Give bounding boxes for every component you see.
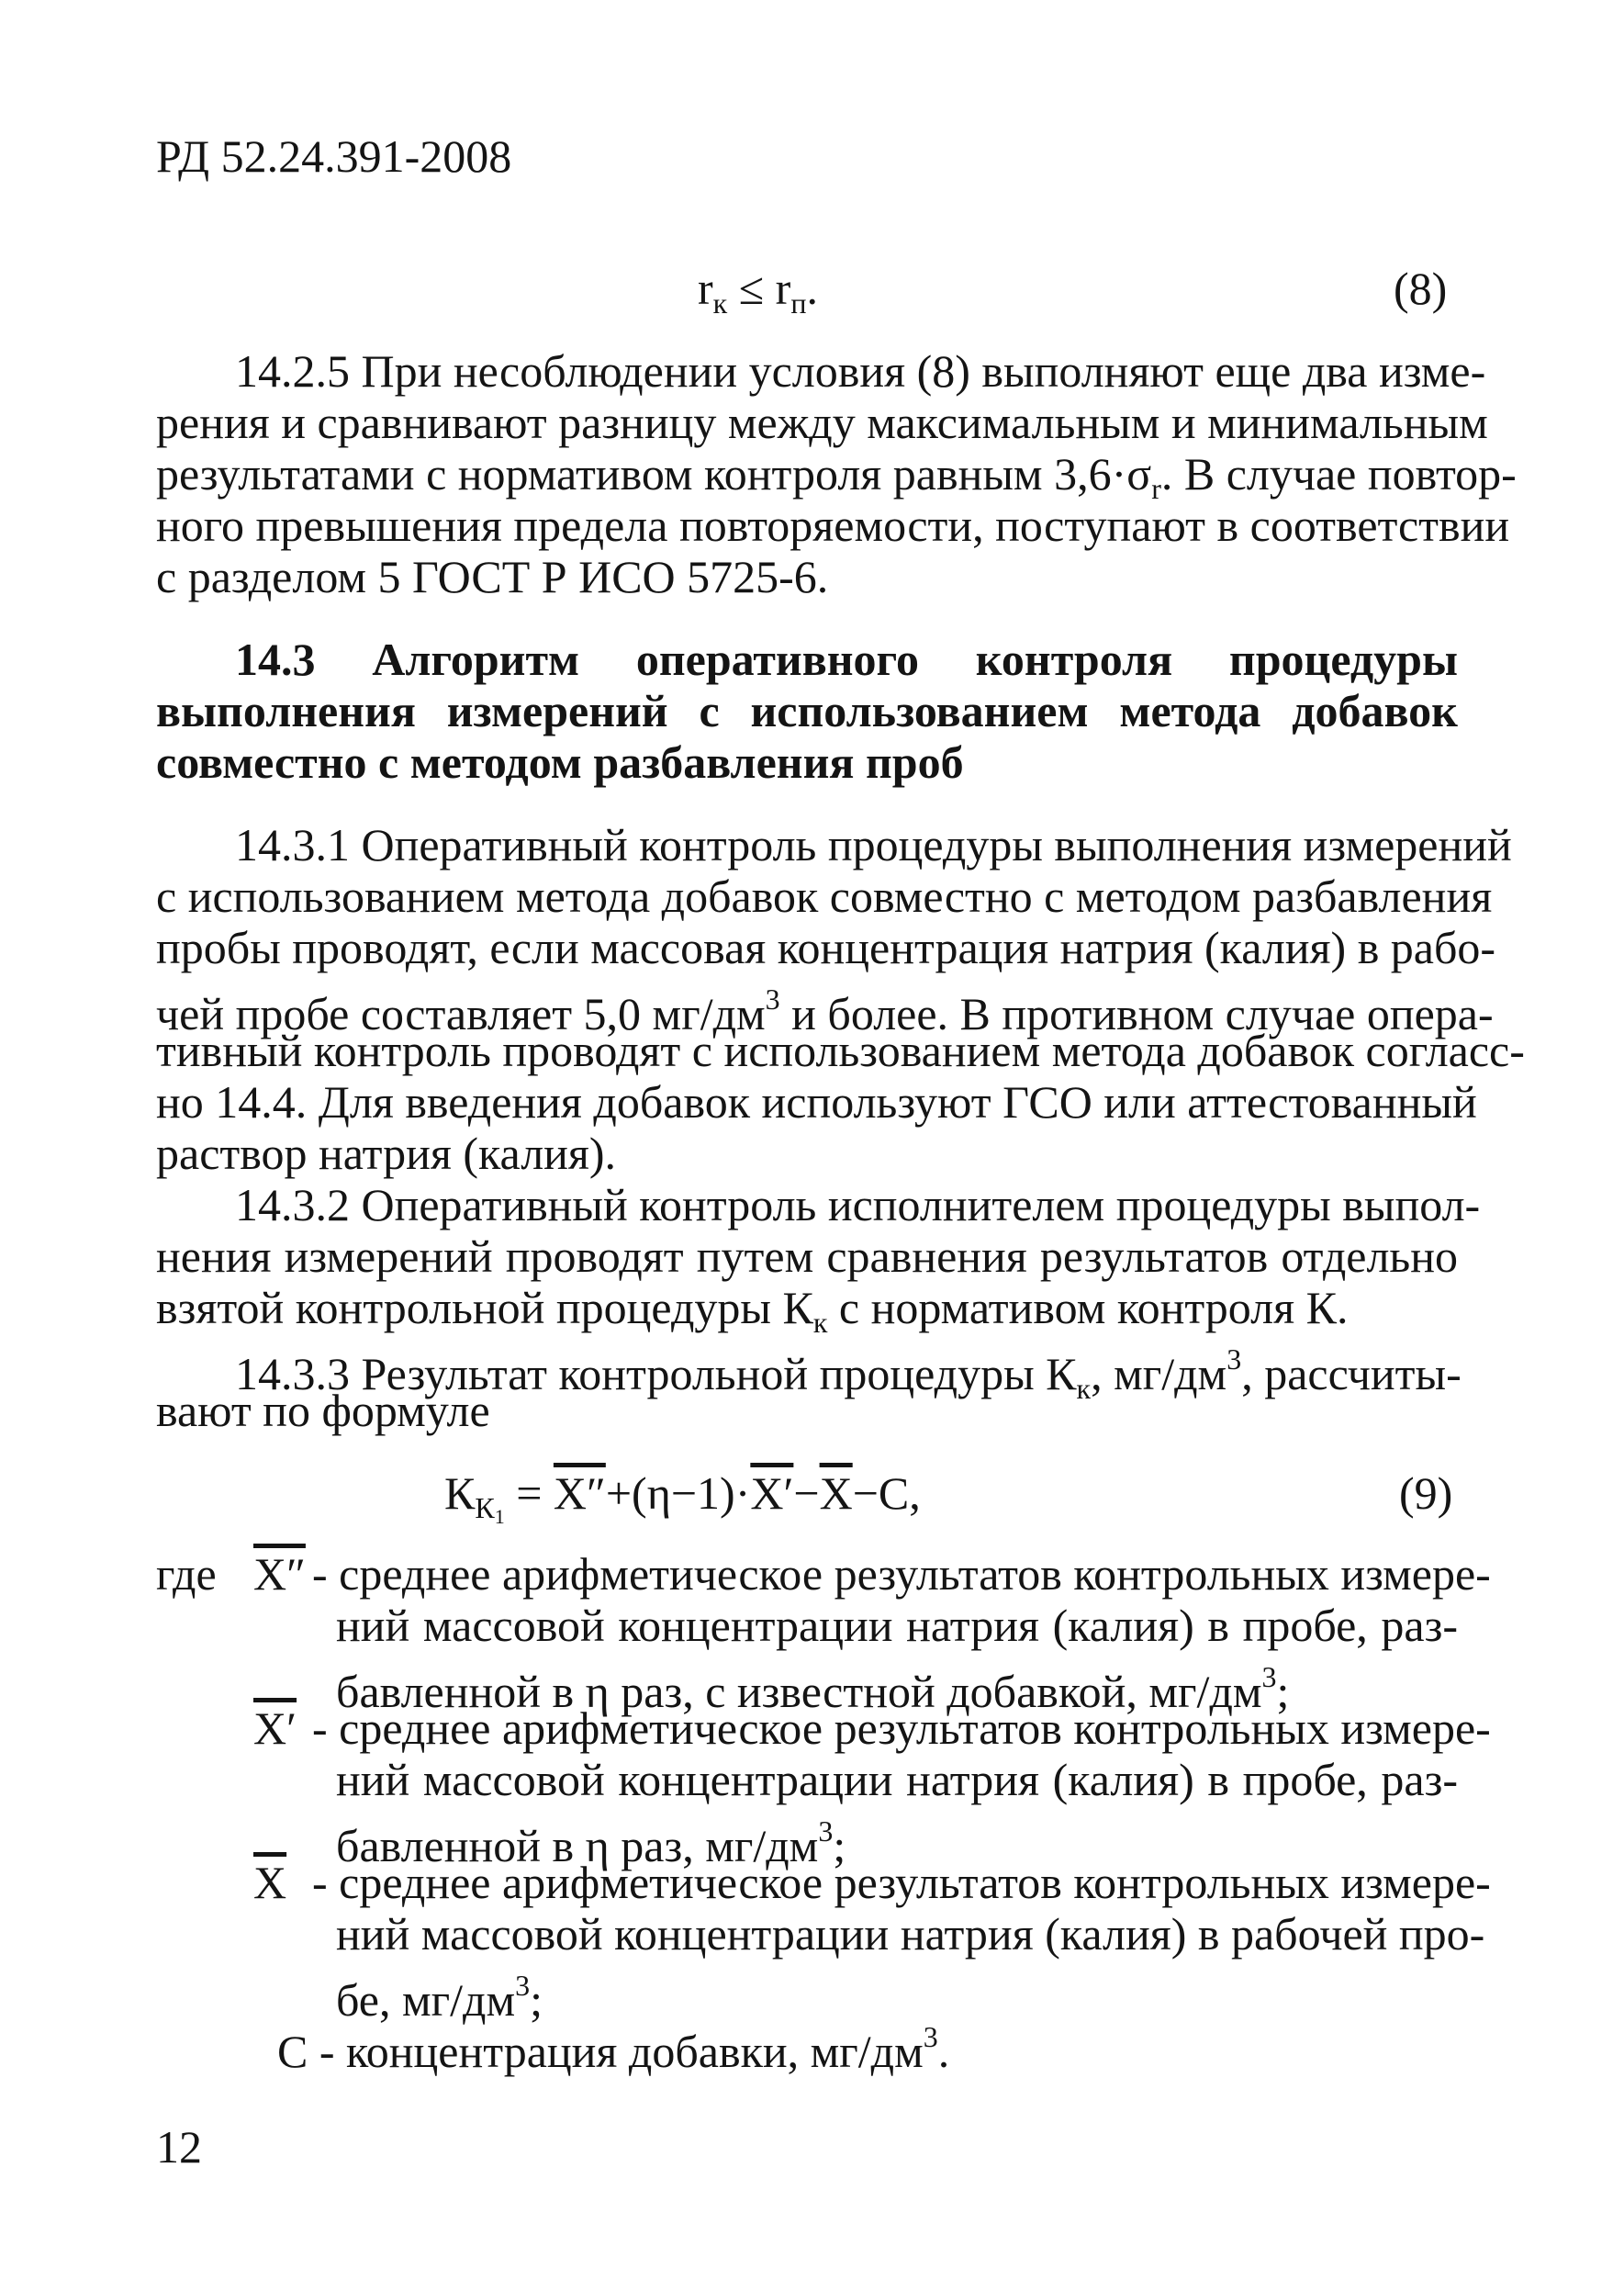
formula-9-k-sub-letter: К [475, 1491, 495, 1524]
p1432-sub: к [812, 1306, 828, 1339]
formula-9-x-double-prime: X″ [553, 1467, 606, 1519]
def-2-line-2: ний массовой концентрации натрия (калия) в пробе, раз- [336, 1754, 1458, 1805]
def-4-text: - концентрация добавки, мг/дм [319, 2026, 924, 2077]
formula-9-k-sub [475, 1491, 505, 1528]
p1432-line-3b: с нормативом контроля К. [827, 1282, 1349, 1333]
doc-code-header: РД 52.24.391-2008 [156, 130, 512, 182]
p1431-line-4b: и более. В противном случае опера- [779, 988, 1494, 1039]
def-2-symbol: X′ [253, 1702, 297, 1754]
p1431-line-6: но 14.4. Для введения добавок используют ГСО или аттестованный [156, 1076, 1477, 1128]
p1433-line-1b: , мг/дм [1091, 1348, 1227, 1399]
formula-9-x-prime: X′ [750, 1467, 794, 1519]
formula-9-minus: − [793, 1467, 820, 1519]
p1425-line-1: 14.2.5 При несоблюдении условия (8) выполняют еще два изме- [235, 345, 1486, 397]
def-3-sup: 3 [515, 1969, 531, 2002]
def-3-line-3-text: бе, мг/дм [336, 1974, 516, 2026]
def-3-line-2: ний массовой концентрации натрия (калия) в рабочей про- [336, 1908, 1485, 1960]
formula-9-k: К [444, 1467, 476, 1519]
def-1-end: ; [1276, 1666, 1290, 1717]
p1433-line-2: вают по формуле [156, 1385, 490, 1436]
def-1-sup: 3 [1261, 1660, 1277, 1693]
formula-8-rhs-sub: п [790, 286, 807, 320]
where-label: где [156, 1548, 217, 1600]
sigma-sub: r [1151, 472, 1161, 505]
def-1-line-2: ний массовой концентрации натрия (калия) в пробе, раз- [336, 1600, 1458, 1651]
p1425-line-3a: результатами с нормативом контроля равным 3,6·σ [156, 448, 1152, 500]
formula-8-rhs: r [775, 263, 791, 314]
p1425-line-2: рения и сравнивают разницу между максимальным и минимальным [156, 397, 1488, 448]
formula-8-lhs-sub: к [712, 286, 728, 320]
p1433-line-1c: , рассчиты- [1241, 1348, 1462, 1399]
formula-8-lhs: r [698, 263, 713, 314]
def-1-line-3-text: бавленной в η раз, с известной добавкой, мг/дм [336, 1666, 1262, 1717]
page-number: 12 [156, 2121, 202, 2173]
section-heading-line-3: совместно с методом разбавления проб [156, 736, 964, 788]
formula-9-rest: −С, [852, 1467, 921, 1519]
p1433-line-1a: 14.3.3 Результат контрольной процедуры К [235, 1348, 1077, 1399]
def-4-sup: 3 [923, 2020, 938, 2053]
formula-8-op: ≤ [727, 263, 776, 314]
def-3-symbol: $\overline{X}$ [253, 1857, 287, 1908]
formula-9 [444, 1467, 921, 1543]
formula-9-k-sub-index: 1 [494, 1505, 505, 1528]
p1431-line-5: тивный контроль проводят с использованием метода добавок согласс- [156, 1025, 1525, 1076]
section-heading-line-2: выполнения измерений с использованием метода добавок [156, 685, 1458, 736]
formula-8-end: . [806, 263, 818, 314]
p1425-line-4: ного превышения предела повторяемости, поступают в соответствии [156, 500, 1510, 551]
p1432-line-3a: взятой контрольной процедуры К [156, 1282, 813, 1333]
p1431-sup: 3 [765, 983, 780, 1016]
def-2-sup: 3 [818, 1814, 834, 1848]
def-4-line [277, 2011, 949, 2077]
def-4-end: . [937, 2026, 950, 2077]
p1425-line-3b: . В случае повтор- [1160, 448, 1517, 500]
section-heading-line-1: 14.3 Алгоритм оперативного контроля процедуры [235, 634, 1458, 685]
p1432-line-2: нения измерений проводят путем сравнения результатов отдельно [156, 1230, 1458, 1282]
def-3-line-1: - среднее арифметическое результатов контрольных измере- [312, 1857, 1491, 1908]
def-2-line-1: - среднее арифметическое результатов контрольных измере- [312, 1702, 1491, 1754]
formula-9-eq: = [504, 1467, 554, 1519]
def-1-line-1: - среднее арифметическое результатов контрольных измере- [312, 1548, 1491, 1600]
def-2-line-3-text: бавленной в η раз, мг/дм [336, 1820, 819, 1871]
def-1-symbol: X″ [253, 1548, 306, 1600]
def-2-end: ; [833, 1820, 846, 1871]
p1431-line-3: пробы проводят, если массовая концентрация натрия (калия) в рабо- [156, 922, 1496, 973]
p1431-line-2: с использованием метода добавок совместно с методом разбавления [156, 870, 1493, 922]
p1433-sup: 3 [1226, 1342, 1242, 1376]
p1431-line-1: 14.3.1 Оперативный контроль процедуры выполнения измерений [235, 819, 1512, 870]
formula-9-number: (9) [1399, 1467, 1453, 1519]
p1425-line-5: с разделом 5 ГОСТ Р ИСО 5725-6. [156, 551, 829, 602]
formula-8-number: (8) [1394, 263, 1448, 314]
formula-9-x: $\overline{X}$ [819, 1467, 853, 1519]
p1431-line-7: раствор натрия (калия). [156, 1128, 617, 1179]
p1431-line-4a: чей пробе составляет 5,0 мг/дм [156, 988, 766, 1039]
formula-8 [698, 263, 818, 329]
p1433-sub: к [1076, 1372, 1092, 1405]
def-4-symbol: С [277, 2026, 308, 2077]
formula-9-plus: +(η−1)· [605, 1467, 751, 1519]
p1432-line-1: 14.3.2 Оперативный контроль исполнителем процедуры выпол- [235, 1179, 1481, 1230]
def-3-end: ; [530, 1974, 543, 2026]
